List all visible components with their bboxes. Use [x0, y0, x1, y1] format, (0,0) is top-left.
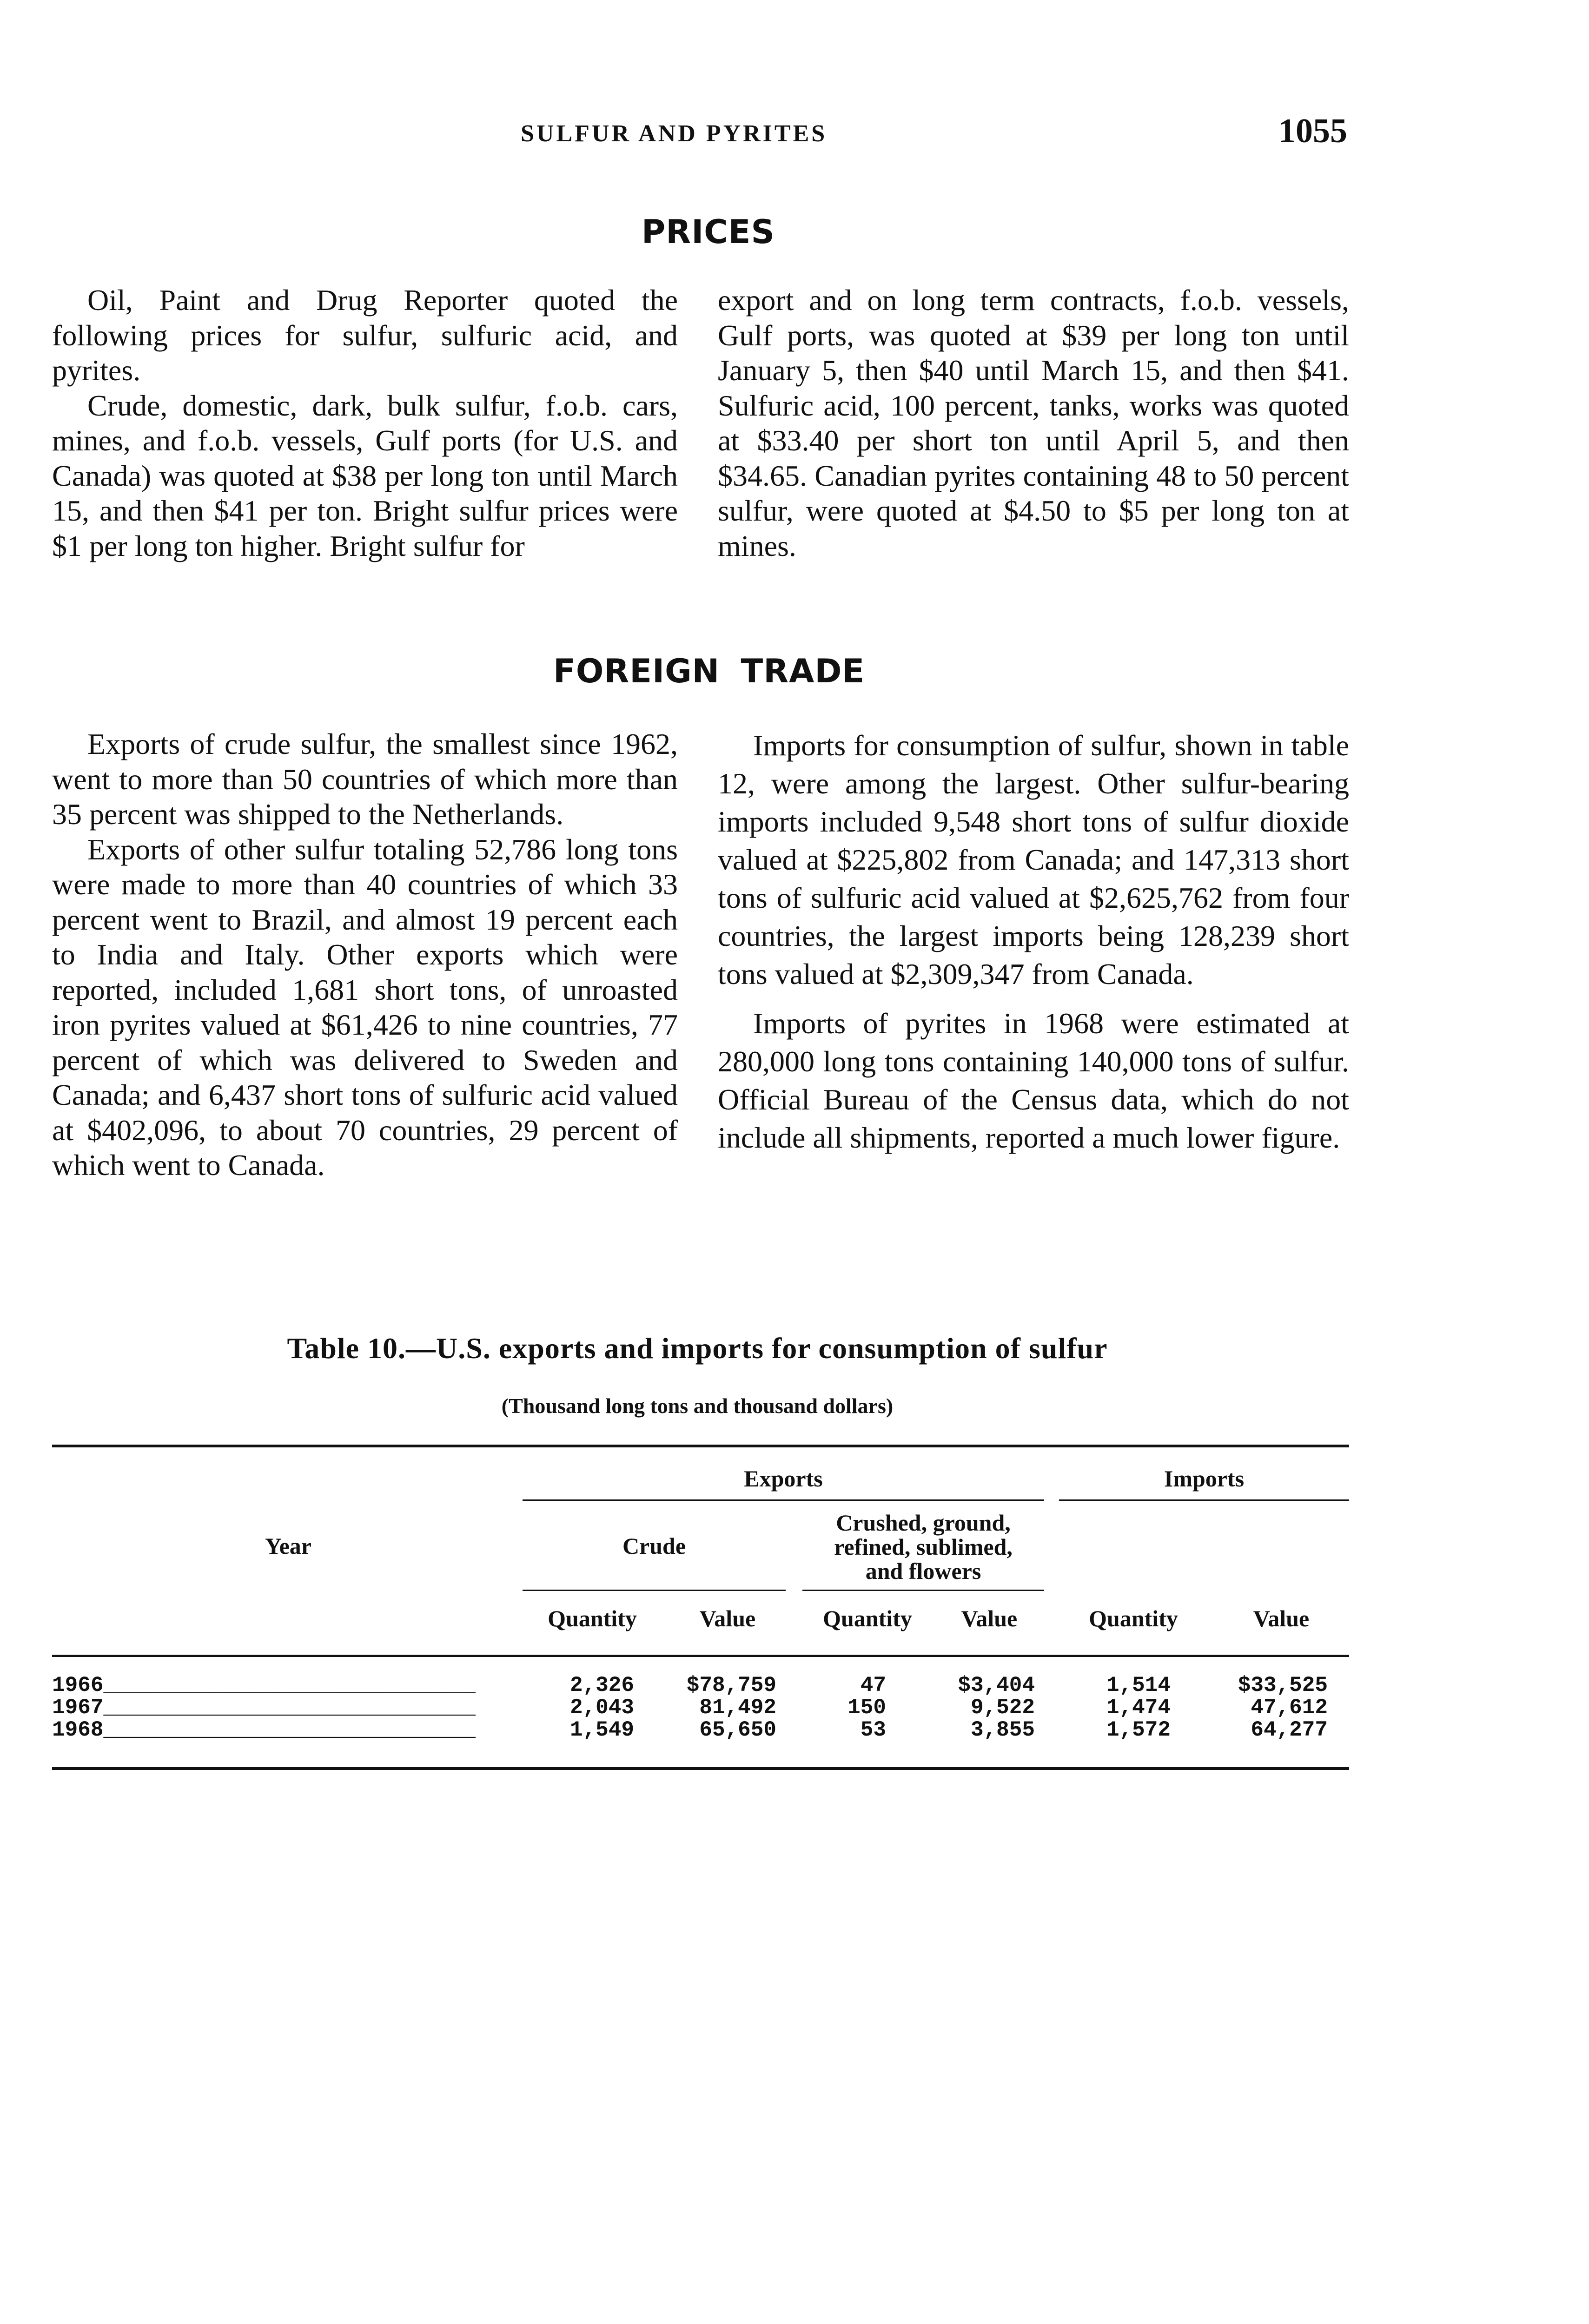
header-imports-quantity: Quantity — [1089, 1605, 1178, 1631]
prices-right-column — [718, 283, 1349, 563]
crushed-subgroup-rule — [802, 1590, 1044, 1591]
table-row-year — [52, 1674, 476, 1697]
cell-crushed-value: 3,855 — [970, 1718, 1035, 1742]
cell-imports-value: 64,277 — [1251, 1718, 1328, 1742]
header-crude: Crude — [622, 1533, 686, 1559]
header-imports: Imports — [1164, 1466, 1245, 1492]
table-top-rule — [52, 1445, 1349, 1447]
header-crushed-line: Crushed, ground, — [836, 1510, 1011, 1536]
dot-leader: _____________________________ — [103, 1696, 476, 1720]
paragraph: Exports of crude sulfur, the smallest since 1962, went to more than 50 countries of which more than 35 percent was shipped to the Netherlands. — [52, 727, 678, 831]
crude-subgroup-rule — [523, 1590, 786, 1591]
paragraph: Exports of other sulfur totaling 52,786 long tons were made to more than 40 countries of which 33 percent went to Brazil, and almost 19 percent each to India and Italy. Other exports which were reported, included 1,681 short tons, of unroasted iron pyrites valued at $61,426 to nine countries, 77 percent of which was delivered to Sweden and Canada; and 6,437 short tons of sulfuric acid valued at $402,096, to about 70 countries, 29 percent of which went to Canada. — [52, 832, 678, 1182]
cell-crushed-quantity: 150 — [847, 1696, 886, 1720]
paragraph: Oil, Paint and Drug Reporter quoted the following prices for sulfur, sulfuric acid, and pyrites. — [52, 284, 678, 387]
table-subtitle: (Thousand long tons and thousand dollars) — [501, 1394, 894, 1418]
header-bottom-rule — [52, 1655, 1349, 1657]
cell-crude-quantity: 1,549 — [569, 1718, 634, 1742]
table-title: Table 10.—U.S. exports and imports for consumption of sulfur — [287, 1332, 1108, 1365]
cell-crushed-value: 9,522 — [970, 1696, 1035, 1720]
foreign-trade-right-column — [718, 726, 1349, 1157]
header-imports-value: Value — [1253, 1605, 1310, 1631]
header-crushed-value: Value — [961, 1605, 1018, 1631]
cell-crushed-quantity: 47 — [860, 1673, 886, 1697]
header-crushed-line: and flowers — [865, 1558, 981, 1584]
paragraph: Crude, domestic, dark, bulk sulfur, f.o.b. cars, mines, and f.o.b. vessels, Gulf ports (for U.S. and Canada) was quoted at $38 per long ton until March 15, and then $41 per ton. Bright sulfur prices were $1 per long ton higher. Bright sulfur for — [52, 389, 678, 562]
imports-group-rule — [1059, 1499, 1349, 1501]
header-crushed-line: refined, sublimed, — [834, 1534, 1013, 1560]
dot-leader: _____________________________ — [103, 1673, 476, 1697]
row-year-label: 1967 — [52, 1696, 104, 1720]
cell-crushed-value: $3,404 — [958, 1673, 1035, 1697]
paragraph: Imports for consumption of sulfur, shown in table 12, were among the largest. Other sulfur-bearing imports included 9,548 short tons of sulfur dioxide valued at $225,802 from Canada; and 147,313 short tons of sulfuric acid valued at $2,625,762 from four countries, the largest imports being 128,239 short tons valued at $2,309,347 from Canada. — [718, 729, 1349, 990]
dot-leader: _____________________________ — [103, 1718, 476, 1742]
table-row-year — [52, 1719, 476, 1741]
cell-crude-value: 65,650 — [699, 1718, 776, 1742]
table-row-year — [52, 1697, 476, 1719]
header-crude-quantity: Quantity — [548, 1605, 637, 1631]
prices-left-column — [52, 283, 678, 563]
header-crude-value: Value — [699, 1605, 756, 1631]
cell-imports-value: $33,525 — [1238, 1673, 1328, 1697]
exports-group-rule — [523, 1499, 1044, 1501]
section-heading-prices: PRICES — [642, 213, 775, 251]
foreign-trade-left-column — [52, 726, 678, 1183]
cell-imports-value: 47,612 — [1251, 1696, 1328, 1720]
row-year-label: 1966 — [52, 1673, 104, 1697]
header-crushed — [802, 1511, 1044, 1583]
cell-crude-value: $78,759 — [686, 1673, 776, 1697]
row-year-label: 1968 — [52, 1718, 104, 1742]
cell-crude-quantity: 2,326 — [569, 1673, 634, 1697]
table-bottom-rule — [52, 1767, 1349, 1770]
header-crushed-quantity: Quantity — [823, 1605, 912, 1631]
page-number: 1055 — [1278, 112, 1347, 150]
cell-crude-value: 81,492 — [699, 1696, 776, 1720]
section-heading-foreign-trade: FOREIGN TRADE — [553, 652, 865, 690]
paragraph: Imports of pyrites in 1968 were estimated at 280,000 long tons containing 140,000 tons of sulfur. Official Bureau of the Census data, which do not include all shipments, reported a much lower figure. — [718, 1007, 1349, 1154]
header-year: Year — [265, 1533, 311, 1559]
cell-imports-quantity: 1,474 — [1106, 1696, 1171, 1720]
cell-crude-quantity: 2,043 — [569, 1696, 634, 1720]
cell-imports-quantity: 1,514 — [1106, 1673, 1171, 1697]
running-header-title: SULFUR AND PYRITES — [521, 120, 828, 147]
cell-crushed-quantity: 53 — [860, 1718, 886, 1742]
header-exports: Exports — [744, 1466, 823, 1492]
cell-imports-quantity: 1,572 — [1106, 1718, 1171, 1742]
paragraph: export and on long term contracts, f.o.b. vessels, Gulf ports, was quoted at $39 per long ton until January 5, then $40 until March 15, and then $41. Sulfuric acid, 100 percent, tanks, works was quoted at $33.40 per short ton until April 5, and then $34.65. Canadian pyrites containing 48 to 50 percent sulfur, were quoted at $4.50 to $5 per long ton at mines. — [718, 284, 1349, 562]
